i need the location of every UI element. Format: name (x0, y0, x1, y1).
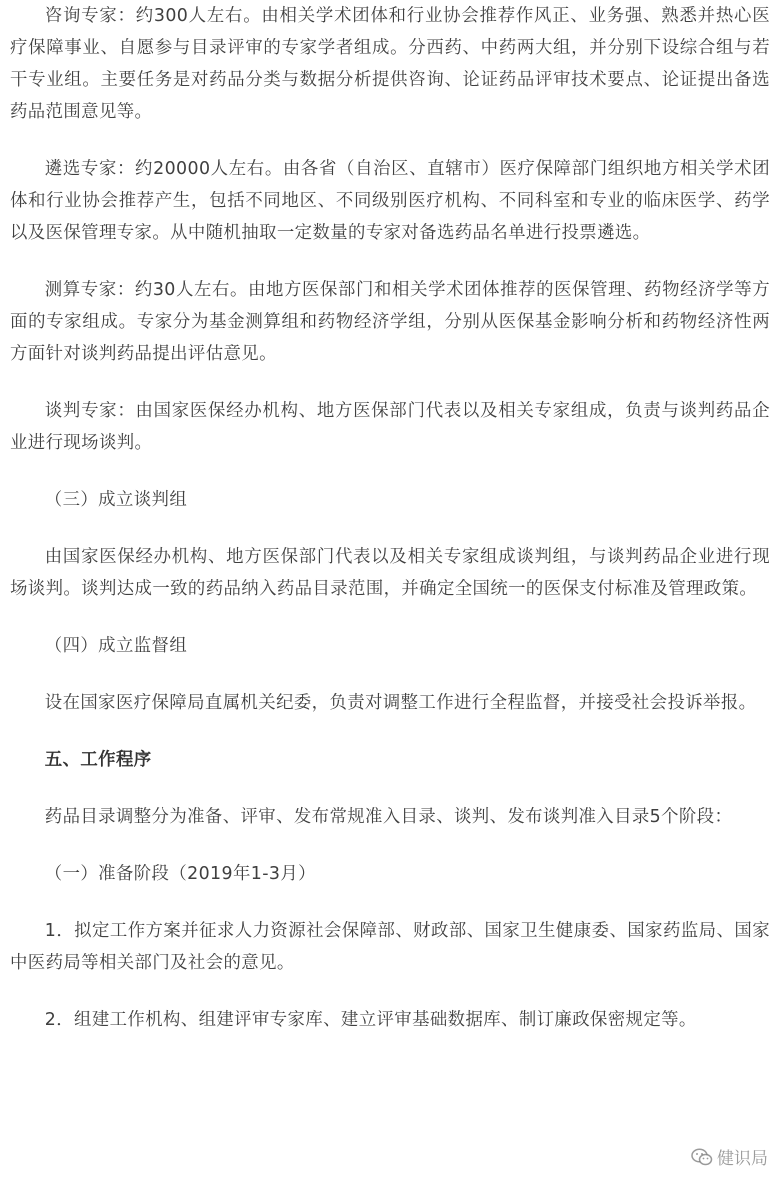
paragraph-stages: 药品目录调整分为准备、评审、发布常规准入目录、谈判、发布谈判准入目录5个阶段： (44, 807, 733, 827)
paragraph-selection-experts: 遴选专家：约20000人左右。由各省（自治区、直辖市）医疗保障部门组织地方相关学术团体和行业协会推荐产生，包括不同地区、不同级别医疗机构、不同科室和专业的临床医学、药学以及医保管理专家。从中随机抽取一定数量的专家对备选药品名单进行投票遴选。 (10, 159, 770, 243)
paragraph-negotiation-group: 由国家医保经办机构、地方医保部门代表以及相关专家组成谈判组，与谈判药品企业进行现场谈判。谈判达成一致的药品纳入药品目录范围，并确定全国统一的医保支付标准及管理政策。 (10, 547, 770, 599)
paragraph-supervision-group: 设在国家医疗保障局直属机关纪委，负责对调整工作进行全程监督，并接受社会投诉举报。 (44, 693, 757, 713)
paragraph-calculation-experts: 测算专家：约30人左右。由地方医保部门和相关学术团体推荐的医保管理、药物经济学等方面的专家组成。专家分为基金测算组和药物经济学组，分别从医保基金影响分析和药物经济性两方面针对谈判药品提出评估意见。 (10, 280, 770, 364)
subheading-negotiation-group: （三）成立谈判组 (44, 490, 188, 510)
watermark (691, 1144, 768, 1169)
subheading-preparation-stage: （一）准备阶段（2019年1-3月） (44, 864, 316, 884)
paragraph-consulting-experts: 咨询专家：约300人左右。由相关学术团体和行业协会推荐作风正、业务强、熟悉并热心医疗保障事业、自愿参与目录评审的专家学者组成。分西药、中药两大组，并分别下设综合组与若干专业组。主要任务是对药品分类与数据分析提供咨询、论证药品评审技术要点、论证提出备选药品范围意见等。 (10, 6, 770, 122)
subheading-supervision-group: （四）成立监督组 (44, 636, 188, 656)
paragraph-step-2: 2．组建工作机构、组建评审专家库、建立评审基础数据库、制订廉政保密规定等。 (44, 1010, 697, 1030)
paragraph-step-1: 1．拟定工作方案并征求人力资源社会保障部、财政部、国家卫生健康委、国家药监局、国家中医药局等相关部门及社会的意见。 (10, 921, 770, 973)
watermark-text: 健识局 (717, 1149, 768, 1169)
section-heading-work-procedure: 五、工作程序 (44, 750, 152, 770)
paragraph-negotiation-experts: 谈判专家：由国家医保经办机构、地方医保部门代表以及相关专家组成，负责与谈判药品企业进行现场谈判。 (10, 401, 770, 453)
wechat-icon (691, 1148, 713, 1166)
